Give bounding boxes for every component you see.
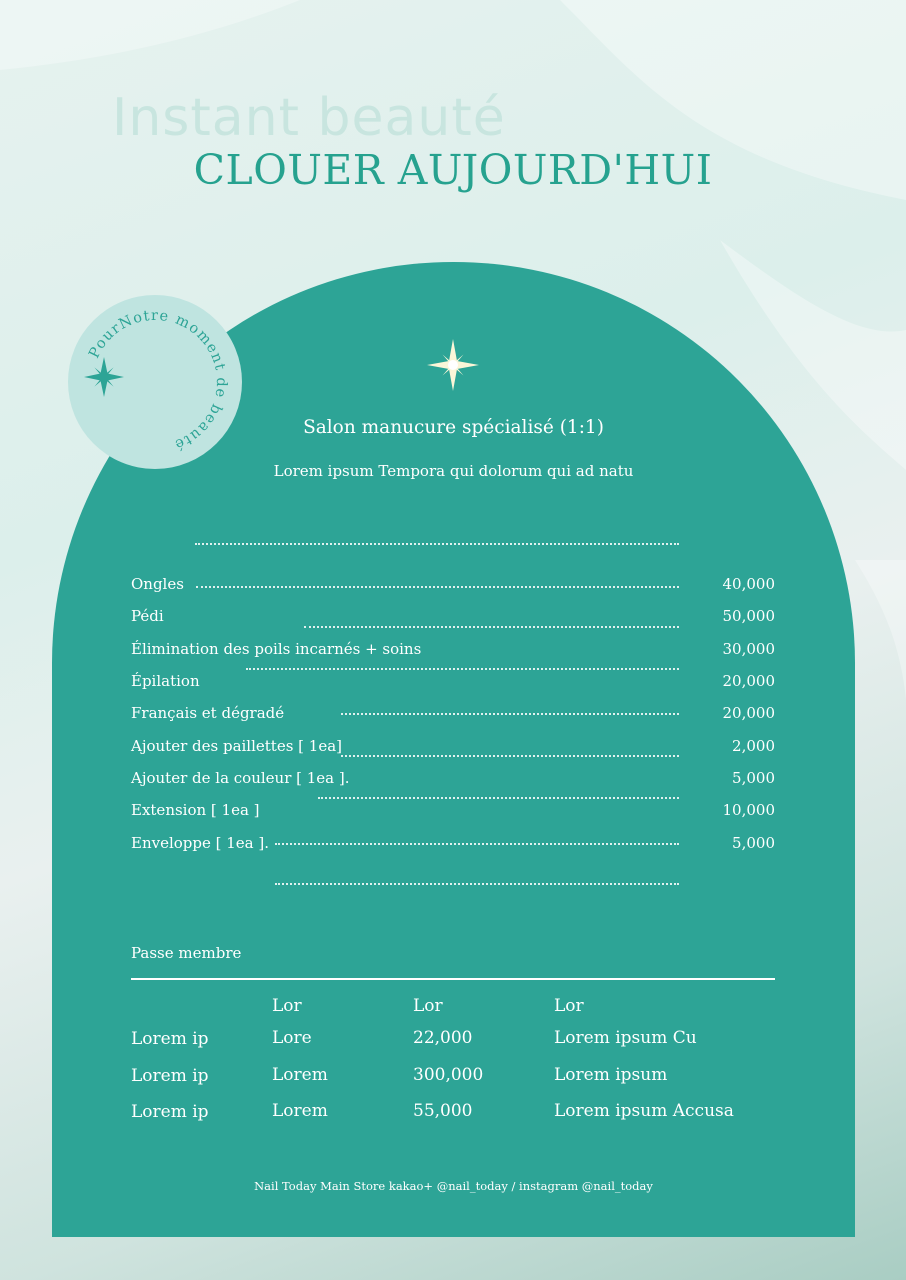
- divider: [195, 543, 679, 545]
- table-cell: 300,000: [413, 1065, 484, 1085]
- menu-item-price: 30,000: [722, 640, 775, 658]
- menu-item: [131, 704, 775, 726]
- menu-item-label: Pédi: [131, 607, 164, 625]
- table-cell: Lorem ip: [131, 1066, 209, 1086]
- table-cell: Lorem: [272, 1101, 328, 1121]
- menu-item-label: Enveloppe [ 1ea ].: [131, 834, 270, 852]
- menu-item: [131, 834, 775, 856]
- membership-title: Passe membre: [131, 944, 242, 962]
- menu-item-price: 5,000: [732, 834, 775, 852]
- menu-item-label: Ajouter des paillettes [ 1ea]: [131, 737, 343, 755]
- menu-item: [131, 640, 775, 662]
- menu-item: [131, 672, 775, 694]
- divider: [341, 755, 679, 757]
- table-header: Lor: [554, 996, 584, 1016]
- menu-item-label: Ongles: [131, 575, 184, 593]
- script-title: Instant beauté: [112, 88, 506, 148]
- table-cell: Lorem ip: [131, 1029, 209, 1049]
- menu-item-price: 10,000: [722, 801, 775, 819]
- divider: [304, 626, 679, 628]
- table-header: Lor: [413, 996, 443, 1016]
- menu-item: [131, 769, 775, 791]
- menu-item-price: 2,000: [732, 737, 775, 755]
- table-cell: Lorem ipsum Cu: [554, 1028, 697, 1048]
- star-icon: [84, 357, 124, 397]
- menu-item-price: 20,000: [722, 672, 775, 690]
- sparkle-icon: [426, 338, 480, 392]
- divider: [275, 883, 679, 885]
- membership-rule: [131, 978, 775, 980]
- table-header: Lor: [272, 996, 302, 1016]
- divider: [196, 586, 679, 588]
- menu-item: [131, 801, 775, 823]
- table-cell: Lorem ipsum: [554, 1065, 668, 1085]
- menu-item-price: 5,000: [732, 769, 775, 787]
- footer-contact: Nail Today Main Store kakao+ @nail_today / instagram @nail_today: [254, 1179, 653, 1193]
- menu-item-label: Épilation: [131, 672, 200, 690]
- menu-item-price: 50,000: [722, 607, 775, 625]
- salon-subheading: Lorem ipsum Tempora qui dolorum qui ad natu: [273, 462, 634, 480]
- divider: [318, 797, 679, 799]
- menu-item-label: Élimination des poils incarnés + soins: [131, 640, 422, 658]
- menu-item-label: Français et dégradé: [131, 704, 285, 722]
- badge: [68, 295, 242, 469]
- salon-heading: Salon manucure spécialisé (1:1): [303, 417, 604, 438]
- table-cell: Lorem ipsum Accusa: [554, 1101, 734, 1121]
- menu-item-price: 40,000: [722, 575, 775, 593]
- divider: [275, 843, 679, 845]
- table-cell: Lorem ip: [131, 1102, 209, 1122]
- menu-item-price: 20,000: [722, 704, 775, 722]
- divider: [246, 668, 679, 670]
- menu-item-label: Ajouter de la couleur [ 1ea ].: [131, 769, 350, 787]
- table-cell: 22,000: [413, 1028, 473, 1048]
- page-title: CLOUER AUJOURD'HUI: [193, 146, 713, 194]
- table-cell: 55,000: [413, 1101, 473, 1121]
- menu-item-label: Extension [ 1ea ]: [131, 801, 260, 819]
- table-cell: Lorem: [272, 1065, 328, 1085]
- badge-circular-text: PourNotre moment de beauté: [86, 307, 230, 453]
- divider: [341, 713, 679, 715]
- table-cell: Lore: [272, 1028, 312, 1048]
